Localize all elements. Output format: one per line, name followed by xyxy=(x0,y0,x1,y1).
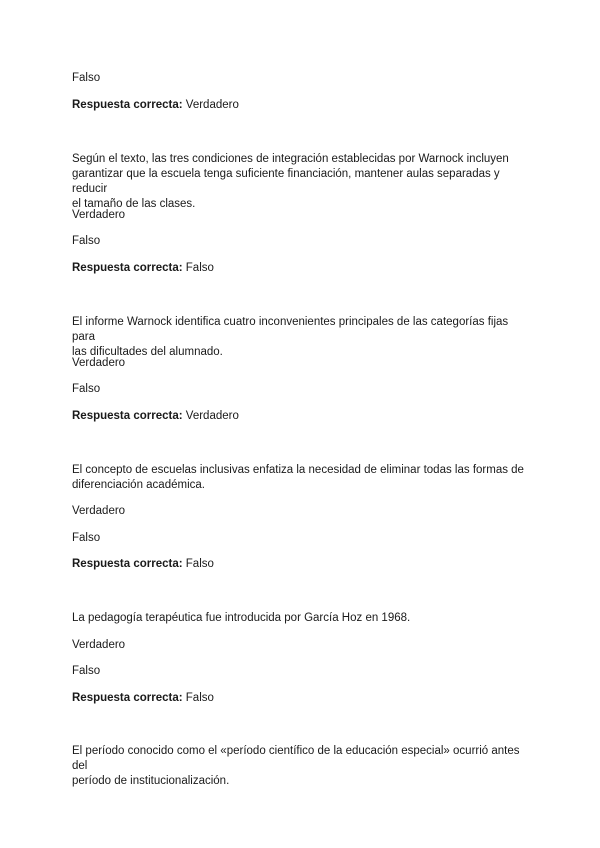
statement-line: las dificultades del alumnado. xyxy=(72,346,223,358)
answer-label: Respuesta correcta: xyxy=(72,558,183,570)
answer-label: Respuesta correcta: xyxy=(72,410,183,422)
correct-answer xyxy=(72,691,532,706)
answer-label: Respuesta correcta: xyxy=(72,262,183,274)
question-statement xyxy=(72,152,532,212)
option-true: Verdadero xyxy=(72,209,126,221)
option-false: Falso xyxy=(72,383,101,395)
answer-value: Verdadero xyxy=(185,410,239,422)
statement-line: el tamaño de las clases. xyxy=(72,198,196,210)
option-false: Falso xyxy=(72,235,101,247)
correct-answer xyxy=(72,557,532,572)
answer-value: Falso xyxy=(185,692,214,704)
option-true: Verdadero xyxy=(72,357,126,369)
answer-value: Falso xyxy=(185,558,214,570)
option-false: Falso xyxy=(72,665,101,677)
option-true: Verdadero xyxy=(72,639,126,651)
correct-answer xyxy=(72,261,532,276)
statement-line: El concepto de escuelas inclusivas enfatiza la necesidad de eliminar todas las formas de xyxy=(72,464,524,476)
question-statement xyxy=(72,744,532,789)
statement-line: La pedagogía terapéutica fue introducida por García Hoz en 1968. xyxy=(72,612,411,624)
statement-line: El informe Warnock identifica cuatro inconvenientes principales de las categorías fijas para xyxy=(72,316,509,343)
answer-value: Falso xyxy=(185,262,214,274)
option-false: Falso xyxy=(72,532,101,544)
answer-label: Respuesta correcta: xyxy=(72,99,183,111)
statement-line: Según el texto, las tres condiciones de integración establecidas por Warnock incluyen xyxy=(72,153,509,165)
option-true: Verdadero xyxy=(72,505,126,517)
statement-line: garantizar que la escuela tenga suficiente financiación, mantener aulas separadas y reducir xyxy=(72,168,500,195)
answer-label: Respuesta correcta: xyxy=(72,692,183,704)
correct-answer xyxy=(72,409,532,424)
answer-value: Verdadero xyxy=(185,99,239,111)
question-statement xyxy=(72,611,532,626)
question-statement xyxy=(72,463,532,493)
question-statement xyxy=(72,315,532,360)
statement-line: diferenciación académica. xyxy=(72,479,205,491)
statement-line: período de institucionalización. xyxy=(72,775,230,787)
correct-answer xyxy=(72,98,532,113)
option-false: Falso xyxy=(72,72,101,84)
statement-line: El período conocido como el «período científico de la educación especial» ocurrió antes del xyxy=(72,745,520,772)
